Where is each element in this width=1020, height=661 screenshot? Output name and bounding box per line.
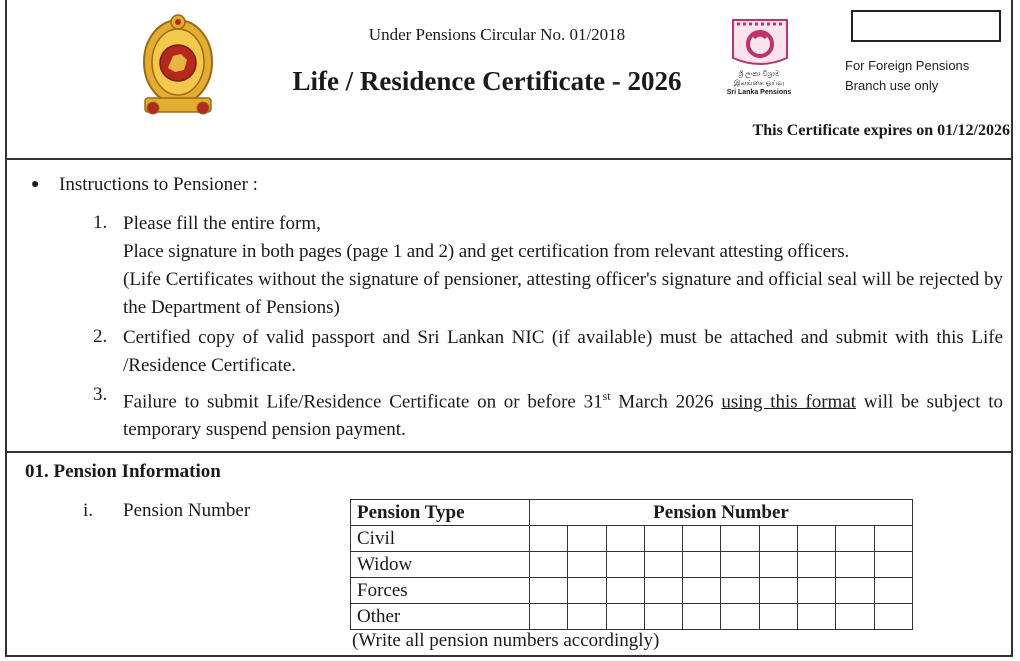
branch-note-line1: For Foreign Pensions [845,58,970,73]
bullet-icon: ● [31,177,40,192]
digit-cell[interactable] [644,552,682,578]
certificate-page [5,0,1013,657]
table-header-row [351,500,913,526]
table-row [351,526,913,552]
digit-cell[interactable] [530,604,568,630]
digit-cell[interactable] [874,604,912,630]
digit-cell[interactable] [606,578,644,604]
digit-cell[interactable] [836,604,874,630]
instructions-heading: Instructions to Pensioner : [59,174,258,195]
digit-cell[interactable] [644,526,682,552]
digit-cell[interactable] [836,552,874,578]
digit-cell[interactable] [836,578,874,604]
instruction-1-line2: Place signature in both pages (page 1 and 2) and get certification from relevant attesting officers. [123,241,850,262]
pension-number-label: Pension Number [123,500,251,521]
instruction-2-text: Certified copy of valid passport and Sri Lankan NIC (if available) must be attached and submit with this Life /Residence Certificate. [123,327,1003,376]
instruction-number: 2. [93,326,108,347]
format-underlined-text: using this format [721,391,857,413]
digit-cell[interactable] [568,526,606,552]
digit-cell[interactable] [721,552,759,578]
instruction-number: 3. [93,384,108,405]
digit-cell[interactable] [836,526,874,552]
page-title: Life / Residence Certificate - 2026 [292,66,682,96]
digit-cell[interactable] [683,526,721,552]
pension-type-forces: Forces [351,578,530,604]
digit-cell[interactable] [568,604,606,630]
instruction-3-part: will be subject to temporary suspend pension payment. [123,391,1003,441]
pensions-logo-caption [713,70,805,97]
digit-cell[interactable] [683,604,721,630]
digit-cell[interactable] [644,578,682,604]
divider [7,158,1011,160]
digit-cell[interactable] [874,578,912,604]
sri-lanka-emblem [137,8,219,120]
circular-reference: Under Pensions Circular No. 01/2018 [368,25,626,44]
date-ordinal-suffix: st [602,389,611,403]
divider [7,451,1011,453]
section-title: 01. Pension Information [25,461,221,482]
digit-cell[interactable] [798,604,836,630]
digit-cell[interactable] [759,552,797,578]
digit-cell[interactable] [606,604,644,630]
logo-text-sinhala: ශ්‍රී ලංකා විශ්‍රාම [738,71,780,78]
digit-cell[interactable] [721,604,759,630]
branch-use-note [845,56,1005,96]
instruction-3-text [123,382,1003,444]
instruction-1-line1: Please fill the entire form, [123,213,321,234]
table-note: (Write all pension numbers accordingly) [352,630,660,651]
digit-cell[interactable] [721,526,759,552]
digit-cell[interactable] [530,526,568,552]
digit-cell[interactable] [759,578,797,604]
pension-type-civil: Civil [351,526,530,552]
pension-number-table [350,499,913,630]
pension-number-header: Pension Number [530,500,913,526]
pension-type-header: Pension Type [351,500,530,526]
digit-cell[interactable] [530,552,568,578]
pension-type-other: Other [351,604,530,630]
table-row [351,578,913,604]
logo-text-tamil: இலங்கை ஓய்வு [733,80,785,87]
field-number: i. [83,500,94,521]
digit-cell[interactable] [644,604,682,630]
digit-cell[interactable] [606,526,644,552]
pension-type-widow: Widow [351,552,530,578]
instruction-1-line3: (Life Certificates without the signature of pensioner, attesting officer's signature and official seal will be rejected by the Department of Pensions) [123,269,1003,318]
table-row [351,552,913,578]
instruction-number: 1. [93,212,108,233]
table-row [351,604,913,630]
branch-use-box[interactable] [851,10,1001,42]
digit-cell[interactable] [683,578,721,604]
instruction-3-part: March 2026 [610,391,722,413]
digit-cell[interactable] [798,526,836,552]
instruction-3-part: Failure to submit Life/Residence Certificate on or before 31 [123,391,603,413]
logo-text-english: Sri Lanka Pensions [726,89,792,96]
expiry-notice: This Certificate expires on 01/12/2026 [752,122,1010,139]
digit-cell[interactable] [798,578,836,604]
digit-cell[interactable] [759,604,797,630]
digit-cell[interactable] [721,578,759,604]
digit-cell[interactable] [568,578,606,604]
digit-cell[interactable] [606,552,644,578]
digit-cell[interactable] [530,578,568,604]
digit-cell[interactable] [683,552,721,578]
digit-cell[interactable] [759,526,797,552]
digit-cell[interactable] [874,552,912,578]
digit-cell[interactable] [798,552,836,578]
branch-note-line2: Branch use only [845,78,939,93]
digit-cell[interactable] [568,552,606,578]
digit-cell[interactable] [874,526,912,552]
